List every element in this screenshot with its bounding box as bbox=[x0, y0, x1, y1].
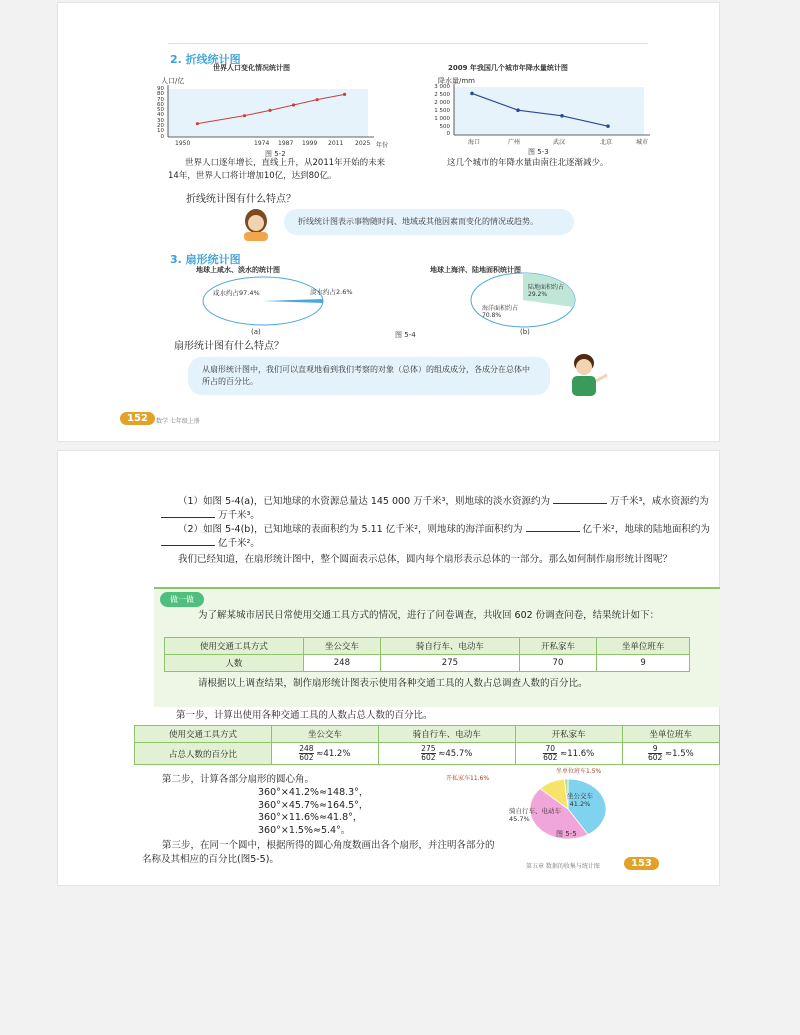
pie-b-label-land: 陆地面积约占29.2% bbox=[528, 284, 565, 298]
ytick: 20 bbox=[157, 123, 164, 130]
ytick: 80 bbox=[157, 91, 164, 98]
pie-a bbox=[198, 275, 328, 327]
table-header: 开私家车 bbox=[515, 726, 622, 743]
table-header: 开私家车 bbox=[519, 638, 596, 655]
calc-line: 360°×11.6%≈41.8°， bbox=[258, 812, 363, 823]
table-cell: 70 bbox=[519, 655, 596, 672]
speech-bubble-pie: 从扇形统计图中，我们可以直观地看到我们考察的对象（总体）的组成成分，各成分在总体中所占的百分比。 bbox=[188, 357, 550, 395]
calc-line: 360°×41.2%≈148.3°， bbox=[258, 787, 369, 798]
pie55-caption: 图 5-5 bbox=[556, 830, 577, 838]
xtick: 1950 bbox=[175, 140, 191, 147]
pie55-label-unit: 坐单位班车1.5% bbox=[556, 768, 602, 775]
exercise-q1 bbox=[158, 495, 718, 523]
numerator: 275 bbox=[421, 744, 436, 753]
calc-line: 360°×45.7%≈164.5°， bbox=[258, 799, 369, 811]
step3: 第三步，在同一个圆中，根据所得的圆心角度数画出各个扇形，并注明各部分的名称及其相应的百分比(图5-5)。 bbox=[142, 840, 495, 865]
ytick: 2 500 bbox=[434, 91, 450, 98]
table-cell bbox=[515, 743, 622, 765]
data-point bbox=[292, 103, 295, 106]
activity-tag: 做一做 bbox=[160, 592, 204, 607]
footer: 数学 七年级上册 bbox=[156, 418, 200, 425]
numerator: 70 bbox=[543, 745, 557, 754]
divider bbox=[168, 43, 648, 44]
pie-a-label-saltwater: 咸水约占97.4% bbox=[213, 289, 260, 297]
page-number: 152 bbox=[120, 412, 155, 425]
q1-text-c: 万千米³。 bbox=[218, 510, 260, 521]
question-line: 折线统计图有什么特点？ bbox=[186, 194, 296, 205]
ytick: 0 bbox=[446, 131, 450, 138]
table-row bbox=[165, 638, 690, 655]
ytick: 1 500 bbox=[434, 107, 450, 114]
line-chart1-ylabel: 人口/亿 bbox=[161, 77, 185, 85]
table-header: 坐公交车 bbox=[271, 726, 378, 743]
fraction bbox=[299, 745, 313, 762]
data-point bbox=[343, 93, 346, 96]
data-point bbox=[470, 92, 474, 96]
ytick: 3 000 bbox=[434, 84, 450, 90]
exercise-q2 bbox=[158, 523, 718, 551]
line-chart1-yticks bbox=[144, 87, 164, 140]
fig54-caption: 图 5-4 bbox=[395, 331, 416, 339]
q2-text: （2）如图 5-4(b)，已知地球的表面积约为 5.11 亿千米²，则地球的海洋面积约为 bbox=[178, 524, 523, 535]
percent: ≈41.2% bbox=[316, 749, 351, 759]
xtick: 广州 bbox=[508, 139, 521, 146]
denominator: 602 bbox=[299, 753, 314, 762]
instruction: 请根据以上调查结果，制作扇形统计图表示使用各种交通工具的人数占总调查人数的百分比。 bbox=[198, 678, 588, 689]
denominator: 602 bbox=[543, 753, 558, 762]
pie-a-caption: (a) bbox=[251, 328, 261, 336]
table-header: 骑自行车、电动车 bbox=[381, 638, 520, 655]
pie55-label-bike: 骑自行车、电动车45.7% bbox=[509, 807, 561, 823]
table-header: 坐单位班车 bbox=[597, 638, 690, 655]
xtick: 1974 bbox=[254, 140, 270, 147]
girl-avatar-icon bbox=[236, 207, 276, 241]
xtick: 2011 bbox=[328, 140, 344, 147]
q2-text-c: 亿千米²。 bbox=[218, 538, 260, 549]
data-point bbox=[606, 124, 610, 128]
table-header: 坐公交车 bbox=[303, 638, 380, 655]
numerator: 248 bbox=[299, 744, 314, 753]
boy-avatar-icon bbox=[560, 351, 608, 397]
ytick: 500 bbox=[439, 123, 450, 130]
line-chart2-ylabel: 降水量/mm bbox=[438, 77, 475, 85]
ytick: 0 bbox=[160, 133, 164, 140]
section-pie-title: 3. 扇形统计图 bbox=[170, 253, 241, 266]
answer-blank[interactable] bbox=[161, 537, 215, 546]
ytick: 60 bbox=[157, 101, 164, 108]
table-cell bbox=[271, 743, 378, 765]
ytick: 2 000 bbox=[434, 99, 450, 106]
data-point bbox=[268, 109, 271, 112]
text-right: 这几个城市的年降水量由南往北逐渐减少。 bbox=[447, 158, 609, 168]
pie-a-label-fresh: 淡水约占2.6% bbox=[310, 288, 353, 296]
line-chart2-yticks bbox=[410, 84, 450, 139]
line-chart2-title: 2009 年我国几个城市年降水量统计图 bbox=[448, 64, 568, 72]
xtick: 海口 bbox=[468, 139, 481, 146]
percent: ≈45.7% bbox=[438, 749, 473, 759]
table-cell: 9 bbox=[597, 655, 690, 672]
xtick: 1999 bbox=[302, 140, 318, 147]
table-row bbox=[135, 726, 720, 743]
footer: 第五章 数据的收集与统计图 bbox=[526, 863, 600, 870]
ytick: 70 bbox=[157, 96, 164, 103]
q1-text: （1）如图 5-4(a)，已知地球的水资源总量达 145 000 万千米³，则地球的淡水资源约为 bbox=[178, 496, 550, 507]
percent: ≈1.5% bbox=[664, 749, 694, 759]
percent-table bbox=[134, 725, 720, 765]
data-point bbox=[516, 108, 520, 112]
pie-b-title: 地球上海洋、陆地面积统计图 bbox=[430, 266, 521, 274]
survey-table bbox=[164, 637, 690, 672]
ytick: 30 bbox=[157, 117, 164, 124]
data-point bbox=[196, 122, 199, 125]
row-label: 人数 bbox=[165, 655, 304, 672]
q1-text-b: 万千米³，咸水资源约为 bbox=[609, 496, 709, 507]
table-header: 使用交通工具方式 bbox=[165, 638, 304, 655]
q2-text-b: 亿千米²，地球的陆地面积约为 bbox=[582, 524, 710, 535]
table-cell: 248 bbox=[303, 655, 380, 672]
xtick: 北京 bbox=[600, 139, 613, 146]
percent: ≈11.6% bbox=[560, 749, 595, 759]
table-cell: 275 bbox=[381, 655, 520, 672]
ytick: 50 bbox=[157, 107, 164, 114]
step2: 第二步，计算各部分扇形的圆心角。 bbox=[162, 774, 315, 785]
calc-line: 360°×1.5%≈5.4°。 bbox=[258, 824, 351, 836]
ytick: 40 bbox=[157, 112, 164, 119]
line-chart2-xlabel: 城市 bbox=[636, 139, 649, 146]
page-number: 153 bbox=[624, 857, 659, 870]
answer-blank[interactable] bbox=[161, 509, 215, 518]
data-point bbox=[316, 98, 319, 101]
page-153 bbox=[57, 450, 720, 886]
step1: 第一步，计算出使用各种交通工具的人数占总人数的百分比。 bbox=[176, 710, 433, 721]
intro-paragraph: 我们已经知道，在扇形统计图中，整个圆面表示总体，圆内每个扇形表示总体的一部分。那么如何制作扇形统计图呢？ bbox=[178, 554, 673, 565]
section-line-chart-title: 2. 折线统计图 bbox=[170, 53, 241, 66]
line-chart2 bbox=[430, 83, 660, 143]
pie-a-title: 地球上咸水、淡水的统计图 bbox=[196, 266, 280, 274]
table-row bbox=[165, 655, 690, 672]
line-chart1-title: 世界人口变化情况统计图 bbox=[213, 64, 290, 72]
fraction bbox=[648, 745, 662, 762]
pie-b-caption: (b) bbox=[520, 328, 530, 336]
table-row bbox=[135, 743, 720, 765]
pie-b-label-ocean: 海洋面积约占70.8% bbox=[482, 305, 519, 319]
line-chart2-caption: 图 5-3 bbox=[528, 148, 549, 156]
data-point bbox=[560, 114, 564, 118]
answer-blank[interactable] bbox=[526, 523, 580, 532]
data-point bbox=[243, 114, 246, 117]
table-header: 使用交通工具方式 bbox=[135, 726, 272, 743]
xtick: 2025 bbox=[355, 140, 371, 147]
fraction bbox=[543, 745, 557, 762]
line-chart1-xlabel: 年份 bbox=[376, 142, 389, 149]
ytick: 1 000 bbox=[434, 115, 450, 122]
answer-blank[interactable] bbox=[553, 495, 607, 504]
survey-intro: 为了解某城市居民日常使用交通工具方式的情况，进行了问卷调查，共收回 602 份调查问卷，结果统计如下： bbox=[198, 610, 660, 621]
ytick: 90 bbox=[157, 86, 164, 92]
page-152 bbox=[57, 2, 720, 442]
table-cell bbox=[622, 743, 719, 765]
pie-b bbox=[463, 271, 583, 329]
table-header: 坐单位班车 bbox=[622, 726, 719, 743]
line-chart1-caption: 图 5-2 bbox=[265, 150, 286, 158]
numerator: 9 bbox=[648, 745, 662, 754]
text-left: 世界人口逐年增长，直线上升，从2011年开始的未来14年，世界人口将计增加10亿，达到80亿。 bbox=[168, 158, 386, 181]
pie55-label-bus: 坐公交车41.2% bbox=[567, 792, 593, 808]
table-cell bbox=[378, 743, 515, 765]
xtick: 1987 bbox=[278, 140, 294, 147]
row-label: 占总人数的百分比 bbox=[135, 743, 272, 765]
angle-calculations bbox=[258, 787, 368, 837]
table-header: 骑自行车、电动车 bbox=[378, 726, 515, 743]
ytick: 10 bbox=[157, 128, 164, 135]
speech-bubble-line: 折线统计图表示事物随时间、地域或其他因素而变化的情况或趋势。 bbox=[284, 209, 574, 235]
denominator: 602 bbox=[421, 753, 436, 762]
fraction bbox=[421, 745, 435, 762]
question-pie: 扇形统计图有什么特点？ bbox=[174, 341, 284, 352]
xtick: 武汉 bbox=[553, 139, 566, 146]
pie55-label-private: 开私家车11.6% bbox=[446, 775, 490, 782]
denominator: 602 bbox=[647, 753, 663, 762]
